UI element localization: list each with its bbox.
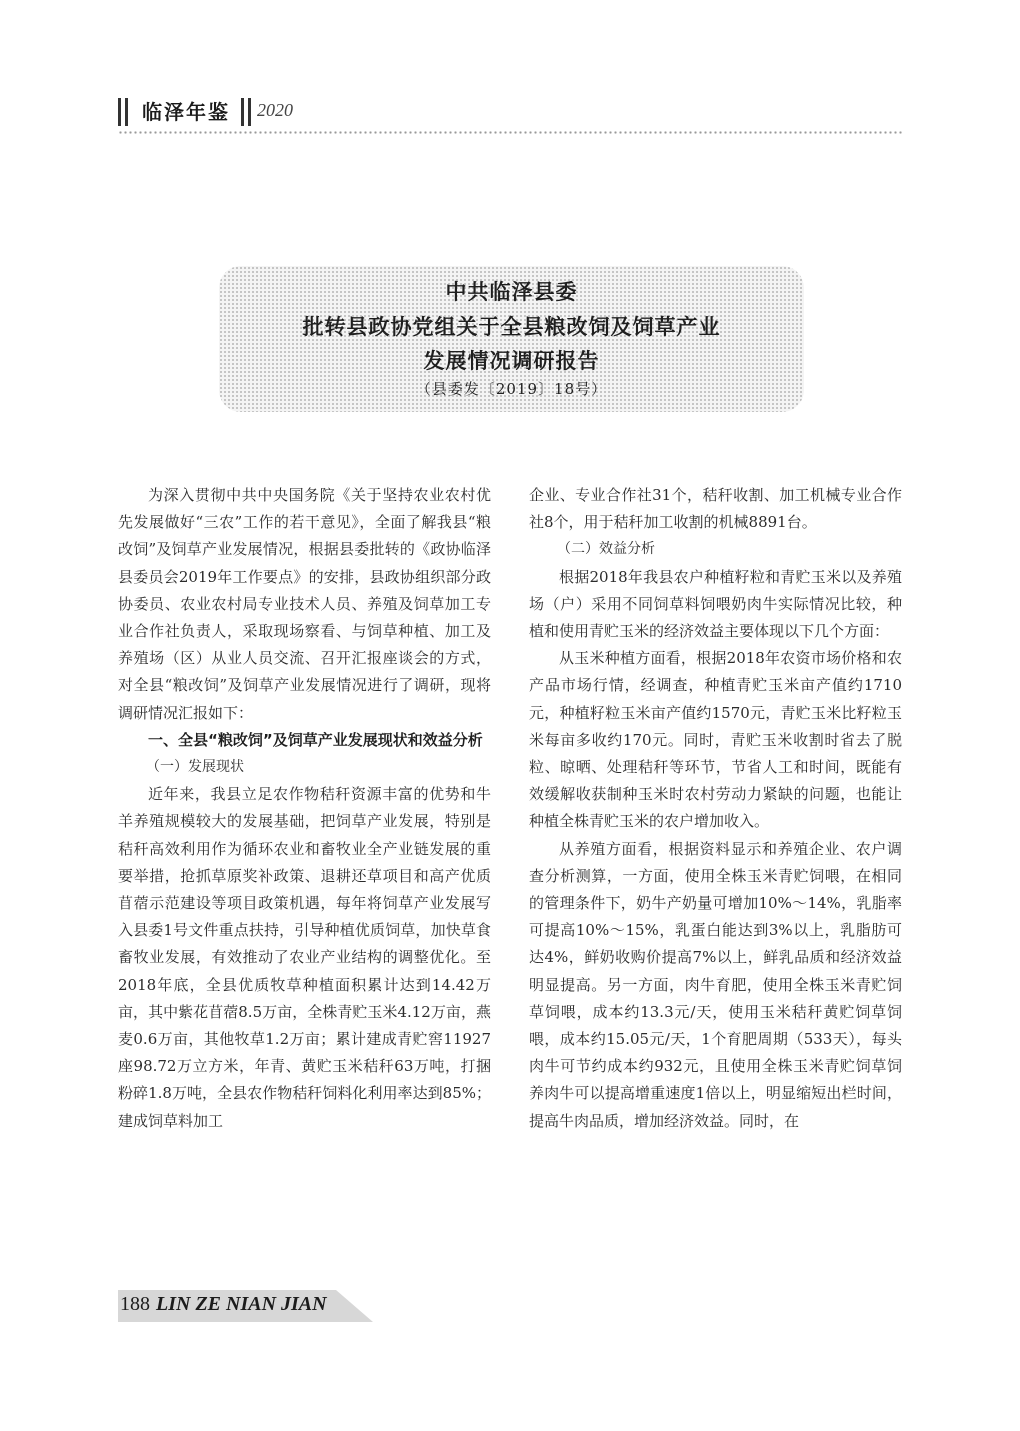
- page-number: 188: [120, 1293, 150, 1315]
- breeding-benefit-paragraph: 从养殖方面看，根据资料显示和养殖企业、农户调查分析测算，一方面，使用全株玉米青贮饲喂，在相同的管理条件下，奶牛产奶量可增加10%～14%，乳脂率可提高10%～15%，乳蛋白能达到3%以上，乳脂肪可达4%，鲜奶收购价提高7%以上，鲜乳品质和经济效益明显提高。另一方面，肉牛育肥，使用全株玉米青贮饲草饲喂，成本约13.3元/天，使用玉米秸秆黄贮饲草饲喂，成本约15.05元/天，1个育肥周期（533天），每头肉牛可节约成本约932元，且使用全株玉米青贮饲草饲养肉牛可以提高增重速度1倍以上，明显缩短出栏时间，提高牛肉品质，增加经济效益。同时，在: [529, 839, 902, 1130]
- title-line-1: 中共临泽县委: [445, 280, 578, 304]
- left-column: [118, 482, 491, 1135]
- header-bar-left-1: [118, 98, 121, 126]
- almanac-year: 2020: [257, 100, 293, 120]
- section-heading-1: 一、全县“粮改饲”及饲草产业发展现状和效益分析: [148, 730, 483, 749]
- header-dotted-rule: [118, 130, 902, 136]
- right-column: [529, 482, 902, 1135]
- status-paragraph-continued: 企业、专业合作社31个，秸秆收割、加工机械专业合作社8个，用于秸秆加工收割的机械8891台。: [529, 486, 902, 532]
- header-bar-right-2: [248, 98, 251, 126]
- subsection-heading-status: （一）发展现状: [146, 759, 244, 776]
- header-bar-right-1: [241, 98, 244, 126]
- benefit-intro-paragraph: 根据2018年我县农户种植籽粒和青贮玉米以及养殖场（户）采用不同饲草料饲喂奶肉牛实际情况比较，种植和使用青贮玉米的经济效益主要体现以下几个方面：: [529, 567, 902, 641]
- journal-name: LIN ZE NIAN JIAN: [156, 1293, 327, 1315]
- document-number: （县委发〔2019〕18号）: [415, 380, 608, 398]
- title-line-3: 发展情况调研报告: [423, 349, 600, 373]
- document-title-box: [219, 266, 804, 412]
- almanac-title: 临泽年鉴: [142, 100, 230, 124]
- planting-benefit-paragraph: 从玉米种植方面看，根据2018年农资市场价格和农产品市场行情，经调查，种植青贮玉米亩产值约1710元，种植籽粒玉米亩产值约1570元，青贮玉米比籽粒玉米每亩多收约170元。同时，青贮玉米收割时省去了脱粒、晾晒、处理秸秆等环节，节省人工和时间，既能有效缓解收获制种玉米时农村劳动力紧缺的问题，也能让种植全株青贮玉米的农户增加收入。: [529, 649, 902, 831]
- subsection-heading-benefit: （二）效益分析: [557, 541, 655, 558]
- footer-text: [120, 1293, 327, 1316]
- title-line-2: 批转县政协党组关于全县粮改饲及饲草产业: [302, 315, 721, 339]
- intro-paragraph: 为深入贯彻中共中央国务院《关于坚持农业农村优先发展做好“三农”工作的若干意见》，全面了解我县“粮改饲”及饲草产业发展情况，根据县委批转的《政协临泽县委员会2019年工作要点》的安排，县政协组织部分政协委员、农业农村局专业技术人员、养殖及饲草加工专业合作社负责人，采取现场察看、与饲草种植、加工及养殖场（区）从业人员交流、召开汇报座谈会的方式，对全县“粮改饲”及饲草产业发展情况进行了调研，现将调研情况汇报如下：: [118, 486, 491, 722]
- status-paragraph: 近年来，我县立足农作物秸秆资源丰富的优势和牛羊养殖规模较大的发展基础，把饲草产业发展，特别是秸秆高效利用作为循环农业和畜牧业全产业链发展的重要举措，抢抓草原奖补政策、退耕还草项目和高产优质苜蓿示范建设等项目政策机遇，每年将饲草产业发展写入县委1号文件重点扶持，引导种植优质饲草，加快草食畜牧业发展，有效推动了农业产业结构的调整优化。至2018年底，全县优质牧草种植面积累计达到14.42万亩，其中紫花苜蓿8.5万亩，全株青贮玉米4.12万亩，燕麦0.6万亩，其他牧草1.2万亩；累计建成青贮窖11927座98.72万立方米，年青、黄贮玉米秸秆63万吨，打捆粉碎1.8万吨，全县农作物秸秆饲料化利用率达到85%；建成饲草料加工: [118, 785, 491, 1130]
- header-bar-left-2: [125, 98, 128, 126]
